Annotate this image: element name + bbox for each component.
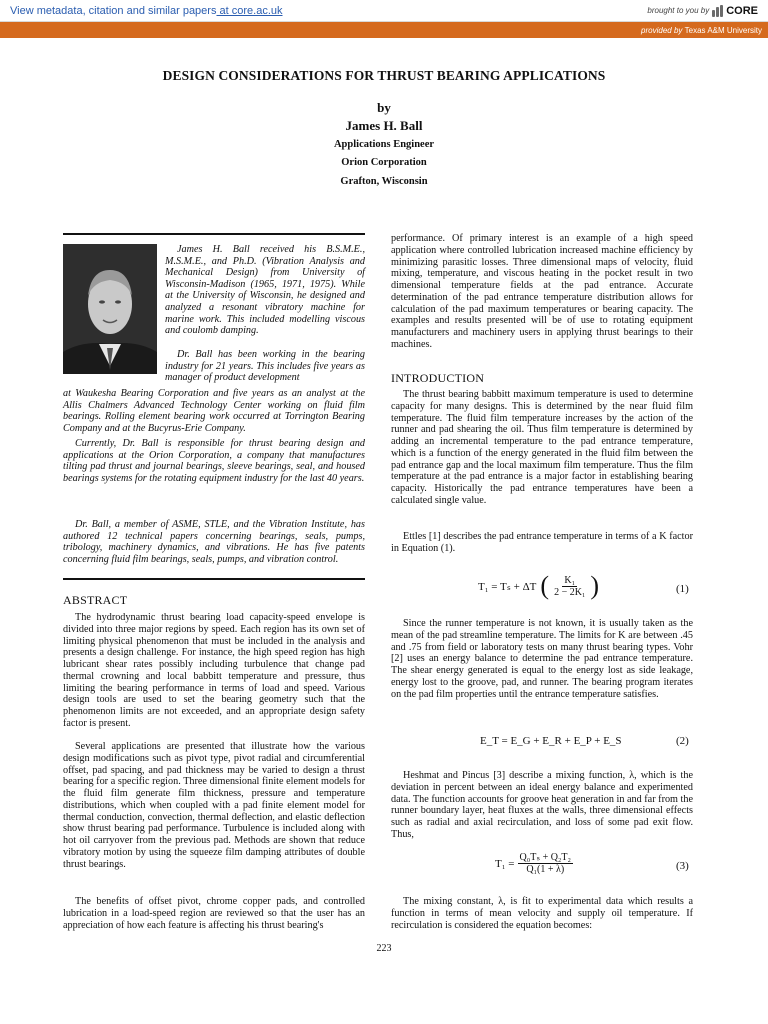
bio-paragraph-1: James H. Ball received his B.S.M.E., M.S.M.E., and Ph.D. (Vibration Analysis and Mechanical Design) from University of Wisconsin-Madison (1965, 1971, 1975). While at the University of Wisconsin, he designed and analyzed a resonant vibratory machine for marine work. This included modelling viscous and coulomb damping.: [165, 244, 365, 337]
equation-3: T₁ = $\frac{\text{Q₀Tₛ + Q₂T₂}}{\text{Q₁(1 + λ)}}$: [495, 852, 572, 875]
author-name: James H. Ball: [345, 118, 423, 133]
author-company: Orion Corporation: [341, 157, 427, 168]
bio-bottom-rule: [63, 578, 365, 580]
intro-paragraph-1: The thrust bearing babbitt maximum temperature is used to determine capacity for many designs. This is determined by the near fluid film temperature. The fluid film temperature increases by the action of the runner and pad shearing the oil. Thus film temperature is determined by adding an incremental temperature to the pad entrance temperature, which is a function of the energy generated in the fluid film between the pad entrance gap and the local maximum film temperature. Thus the film temperature at the pad entrance is a major factor in establishing bearing capacity. Historically the pad entrance temperatures have been a calculated single value.: [391, 389, 693, 506]
bio-paragraph-4: Dr. Ball, a member of ASME, STLE, and the Vibration Institute, has authored 12 technical papers concerning bearings, seals, pumps, tribology, machinery dynamics, and vibrations. He has five patents concerning fluid film bearings, seals, pumps, and vibration control.: [63, 519, 365, 565]
equation-1: T₁ = Tₛ + ΔT ( $\frac{\text{K₁}}{\text{2 − 2K₁}}$ ): [478, 571, 600, 600]
provider-bar: [0, 22, 768, 38]
abstract-continuation: performance. Of primary interest is an example of a high speed application where controlled lubrication increased machine efficiency by minimizing parasitic losses. Three dimensional maps of velocity, fluid mixing, temperature, and viscous heating in the pocket result in two dimensional temperature fields at the pad entrance. Accurate determination of the pad entrance temperature distribution allows for calculation of the pad maximum temperatures or bearing capacity. The examples and results presented will be of use to rotating equipment manufacturers and machinery users in applying thrust bearings to their machines.: [391, 233, 693, 350]
paragraph-after-eq2: Heshmat and Pincus [3] describe a mixing function, λ, which is the deviation in percent between an ideal energy balance and experimented data. The function accounts for groove heat generation in and far from the runner boundary layer, heat fluxes at the walls, three dimensional effects such as radial and axial recirculation, and loss of some pad exit flow. Thus,: [391, 770, 693, 840]
abstract-paragraph-1: The hydrodynamic thrust bearing load capacity-speed envelope is divided into three major regions by speed. Each region has its own set of limiting physical phenomenon that must be included in the analysis and presents a design challenge. For instance, the high speed region has high lubricant shear rates possibly including turbulence that change pad thermal crowning and local babbitt temperature and pressure, thus limiting the bearing performance in terms of load and speed. Various design tools are used to set the bearing geometry such that the phenomenon limits are not exceeded, and an appropriate design safety factor is present.: [63, 612, 365, 729]
page-number: 223: [376, 943, 392, 954]
intro-paragraph-2: Ettles [1] describes the pad entrance temperature in terms of a K factor in Equation (1).: [391, 531, 693, 554]
equation-1-number: (1): [676, 583, 689, 595]
core-logo-icon: [712, 5, 724, 17]
equation-3-number: (3): [676, 860, 689, 872]
metadata-link[interactable]: View metadata, citation and similar papers at core.ac.uk: [10, 4, 283, 17]
bio-top-rule: [63, 233, 365, 235]
author-photo: [63, 244, 157, 374]
core-link[interactable]: at core.ac.uk: [216, 4, 283, 17]
abstract-paragraph-3: The benefits of offset pivot, chrome copper pads, and controlled lubrication in a load-speed region are reviewed so that the user has an appreciation of how each feature is affecting his thrust bearing's: [63, 896, 365, 931]
equation-2-number: (2): [676, 735, 689, 747]
provided-by[interactable]: provided by Texas A&M University: [641, 25, 762, 35]
core-logo[interactable]: CORE: [712, 5, 758, 17]
abstract-paragraph-2: Several applications are presented that illustrate how the various design modifications such as pivot type, pivot radial and circumferential offset, pad spacing, and pad thickness may be varied to design a thrust bearing for a specific region. Three dimensional finite element models for the fluid film generate film thickness, pressure and temperature distributions, which when coupled with a pad finite element model for thermal conduction, convection, thermal deflection, and elastic deflection show thrust bearing pad performance. Turbulence is included along with hot oil carryover from the previous pad. Methods are shown that reduce vibratory motion by using the squeeze film damping attributes of double thrust bearings.: [63, 741, 365, 870]
eq3-denominator: Q₁(1 + λ): [526, 864, 565, 875]
banner-top-bar: [0, 0, 768, 22]
brought-by: brought to you by CORE: [647, 4, 758, 17]
eq3-numerator: Q₀Tₛ + Q₂T₂: [519, 852, 572, 863]
author-role: Applications Engineer: [333, 139, 435, 150]
bio-paragraph-3: Currently, Dr. Ball is responsible for thrust bearing design and applications at the Orion Corporation, a company that manufactures tilting pad thrust and journal bearings, sleeve bearings, seal, and housed bearings systems for the rotating equipment industry for the last 40 years.: [63, 438, 365, 484]
author-location: Grafton, Wisconsin: [340, 176, 428, 187]
introduction-heading: INTRODUCTION: [391, 371, 485, 385]
paragraph-after-eq3: The mixing constant, λ, is fit to experimental data which results a function in terms of mean velocity and supply oil temperature. If recirculation is considered the equation becomes:: [391, 896, 693, 931]
eq1-denominator: 2 − 2K₁: [554, 586, 586, 598]
bio-paragraph-2a: Dr. Ball has been working in the bearing industry for 21 years. This includes five years as manager of product development: [165, 349, 365, 384]
eq1-numerator: K₁: [564, 574, 576, 586]
portrait-illustration: [63, 244, 157, 374]
equation-2: E_T = E_G + E_R + E_P + E_S: [480, 735, 622, 747]
core-banner: [0, 0, 768, 38]
paragraph-after-eq1: Since the runner temperature is not known, it is usually taken as the mean of the pad streamline temperature. The limits for K are between .45 and .75 from field or laboratory tests on many thrust bearing types. Vohr [2] uses an energy balance to determine the pad entrance temperature. The shear energy generated is equal to the energy lost as side leakage, energy lost to the groove, pad, and runner. The bearing program iterates on the pad film properties until the entrance temperature satisfies.: [391, 618, 693, 700]
abstract-heading: ABSTRACT: [63, 593, 128, 607]
bio-paragraph-2b: at Waukesha Bearing Corporation and five years as an analyst at the Allis Chalmers Advanced Technology Center working on fluid film bearings. Rolling element bearing work occurred at Torrington Bearing Company and at the Bucyrus-Erie Company.: [63, 388, 365, 434]
by-line: by: [377, 100, 391, 115]
paper-title: DESIGN CONSIDERATIONS FOR THRUST BEARING APPLICATIONS: [162, 68, 606, 83]
